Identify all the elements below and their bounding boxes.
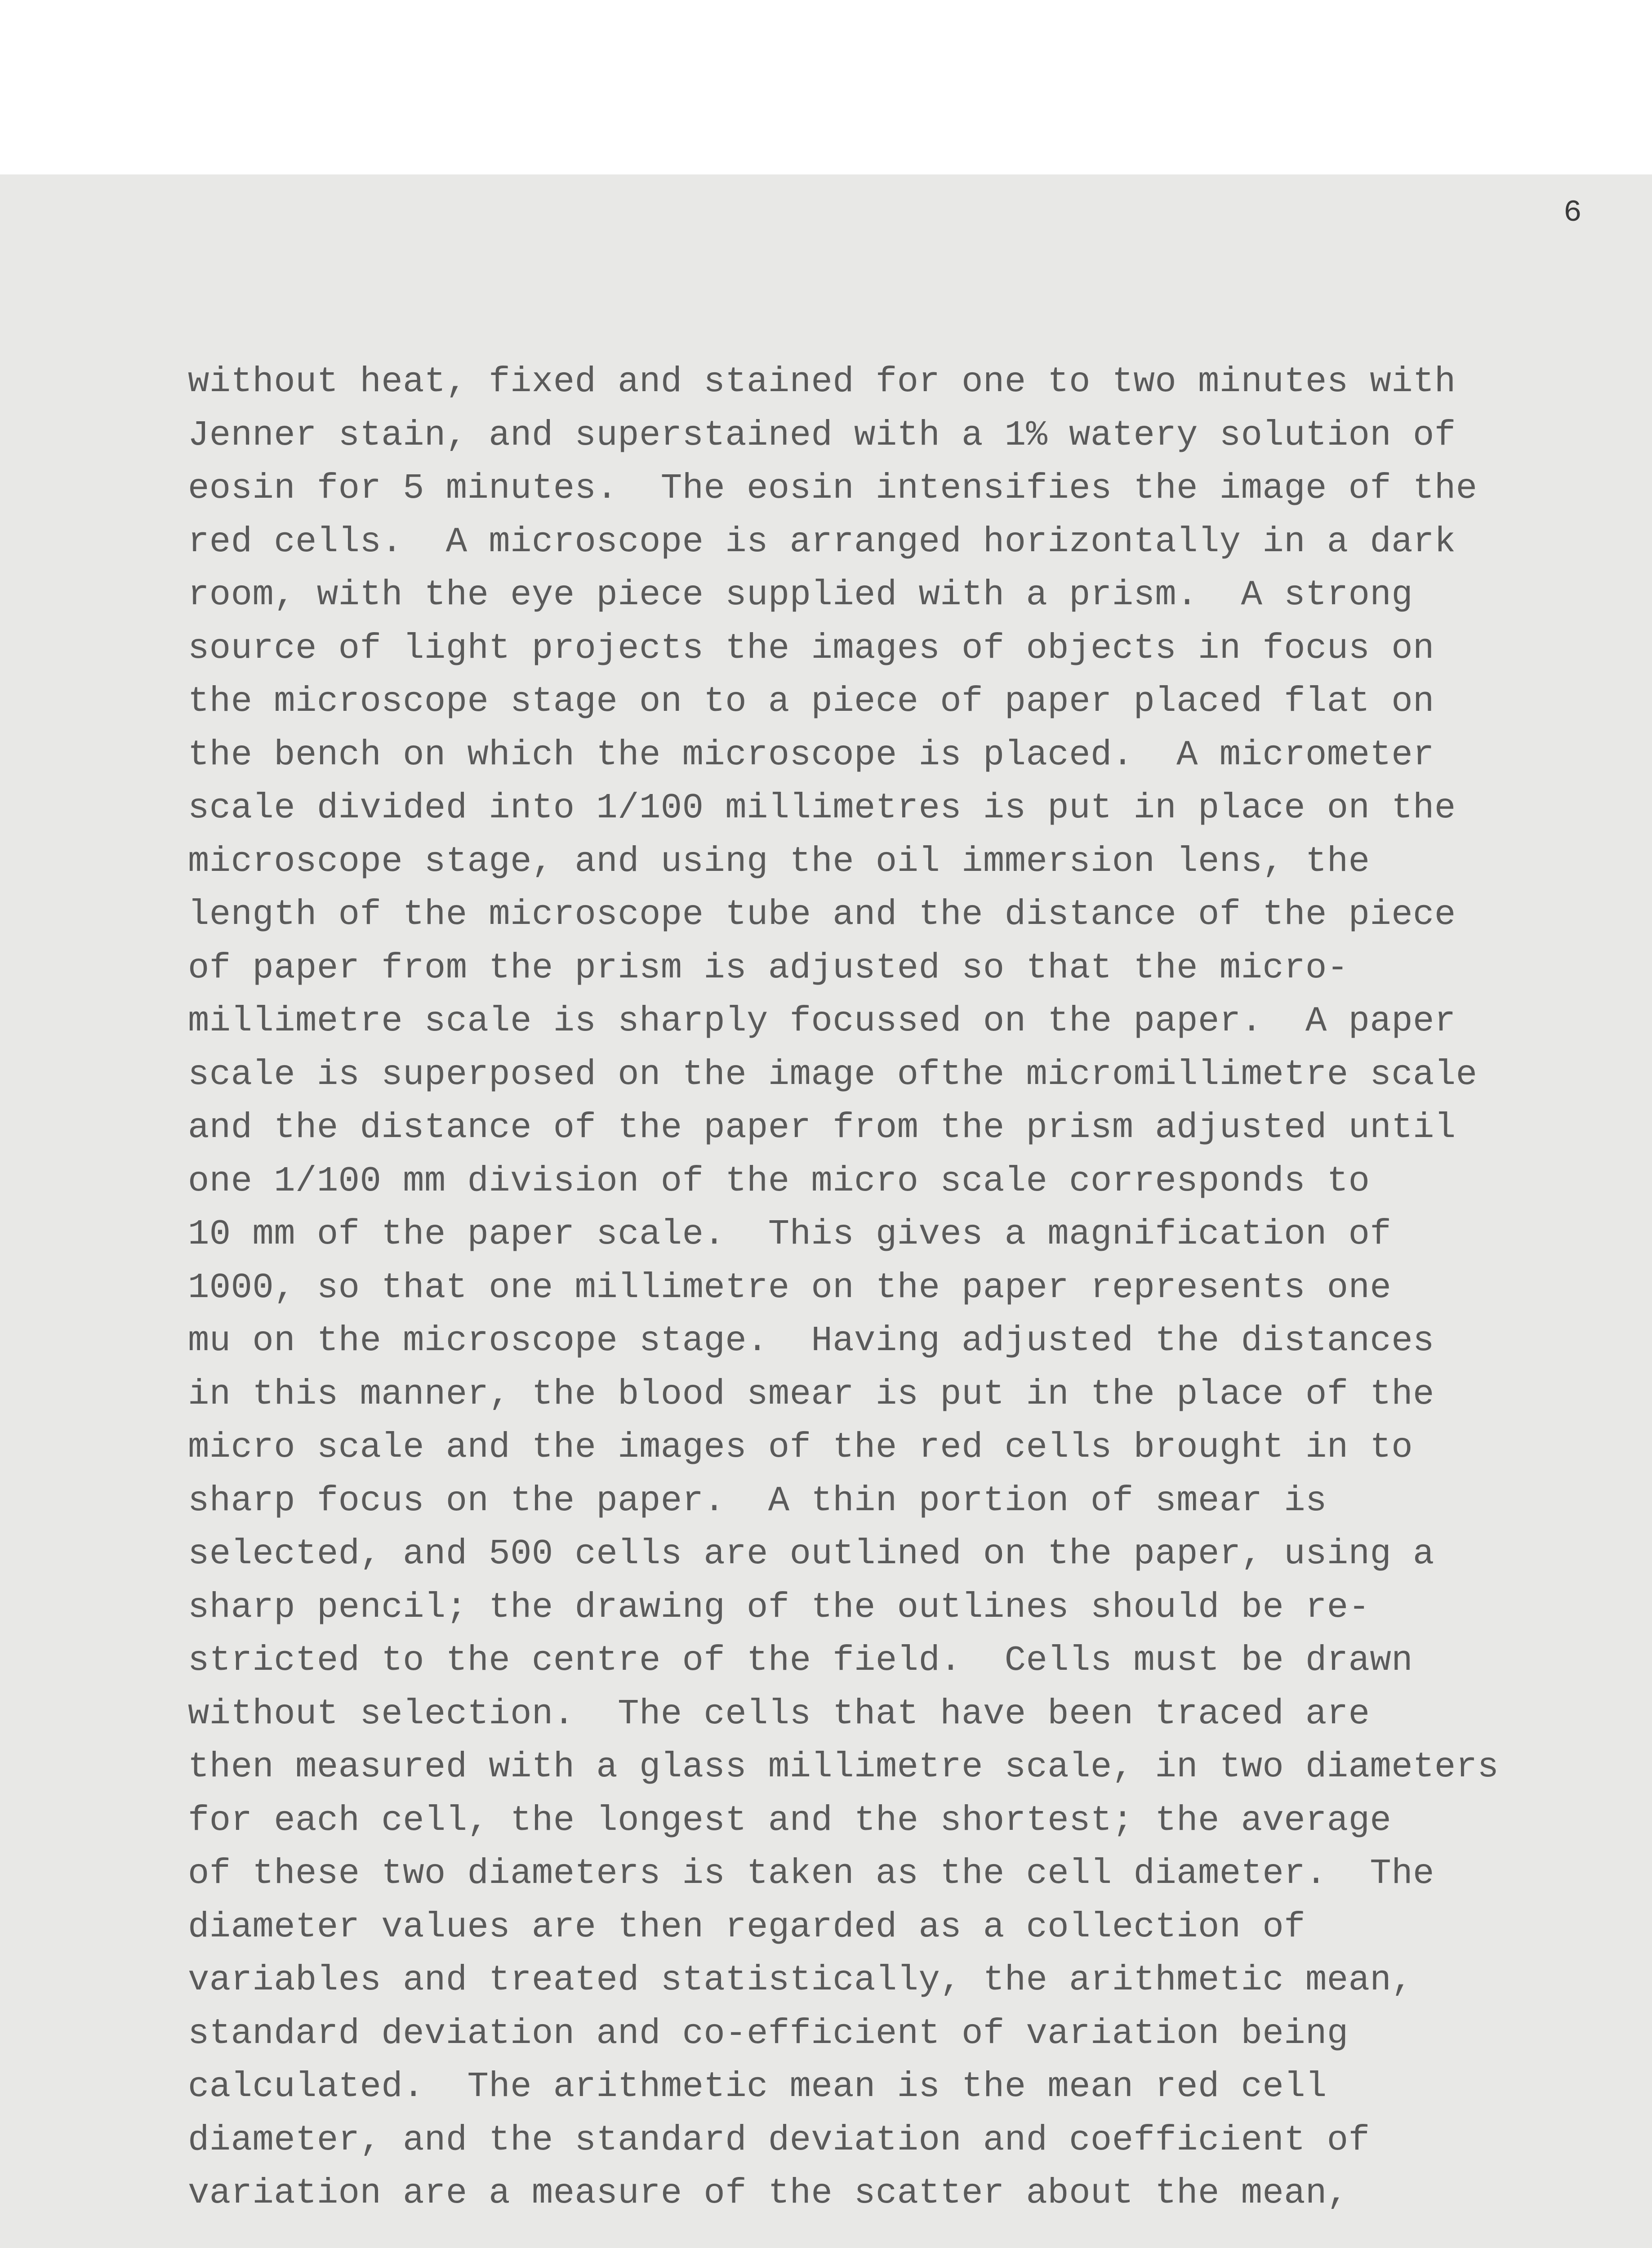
text-line: 1000, so that one millimetre on the paper represents one	[188, 1267, 1392, 1308]
text-line: 10 mm of the paper scale. This gives a magnification of	[188, 1214, 1392, 1254]
text-line: and the distance of the paper from the prism adjusted until	[188, 1107, 1456, 1148]
text-line: then measured with a glass millimetre scale, in two diameters	[188, 1747, 1499, 1787]
text-line: diameter values are then regarded as a collection of	[188, 1906, 1306, 1947]
text-line: room, with the eye piece supplied with a prism. A strong	[188, 575, 1413, 615]
text-line: of paper from the prism is adjusted so that the micro-	[188, 947, 1349, 988]
text-line: scale divided into 1/100 millimetres is put in place on the	[188, 788, 1456, 828]
text-line: mu on the microscope stage. Having adjusted the distances	[188, 1320, 1434, 1361]
page-number: 6	[1563, 196, 1582, 230]
text-line: length of the microscope tube and the distance of the piece	[188, 894, 1456, 935]
text-line: without heat, fixed and stained for one to two minutes with	[188, 361, 1456, 402]
text-line: selected, and 500 cells are outlined on the paper, using a	[188, 1534, 1434, 1574]
text-line: scale is superposed on the image ofthe micromillimetre scale	[188, 1054, 1478, 1095]
text-line: for each cell, the longest and the shortest; the average	[188, 1800, 1392, 1841]
body-paragraph	[188, 355, 1536, 2220]
text-line: stricted to the centre of the field. Cells must be drawn	[188, 1640, 1413, 1681]
text-line: micro scale and the images of the red cells brought in to	[188, 1427, 1413, 1467]
text-line: millimetre scale is sharply focussed on the paper. A paper	[188, 1001, 1456, 1041]
text-line: one 1/100 mm division of the micro scale corresponds to	[188, 1160, 1370, 1201]
text-line: red cells. A microscope is arranged horizontally in a dark	[188, 521, 1456, 562]
text-line: Jenner stain, and superstained with a 1% watery solution of	[188, 415, 1456, 455]
text-line: eosin for 5 minutes. The eosin intensifies the image of the	[188, 468, 1478, 508]
text-line: diameter, and the standard deviation and coefficient of	[188, 2119, 1370, 2160]
text-line: variation are a measure of the scatter about the mean,	[188, 2173, 1349, 2213]
text-line: calculated. The arithmetic mean is the mean red cell	[188, 2066, 1327, 2107]
text-line: source of light projects the images of objects in focus on	[188, 628, 1434, 669]
text-line: the microscope stage on to a piece of paper placed flat on	[188, 681, 1434, 722]
text-line: microscope stage, and using the oil immersion lens, the	[188, 841, 1370, 882]
text-line: sharp pencil; the drawing of the outlines should be re-	[188, 1587, 1370, 1628]
text-line: in this manner, the blood smear is put in the place of the	[188, 1374, 1434, 1414]
text-line: the bench on which the microscope is placed. A micrometer	[188, 734, 1434, 775]
text-line: without selection. The cells that have been traced are	[188, 1693, 1370, 1734]
text-line: of these two diameters is taken as the cell diameter. The	[188, 1853, 1434, 1894]
text-line: standard deviation and co-efficient of variation being	[188, 2013, 1349, 2054]
text-line: variables and treated statistically, the arithmetic mean,	[188, 1960, 1413, 2000]
text-line: sharp focus on the paper. A thin portion of smear is	[188, 1480, 1327, 1521]
